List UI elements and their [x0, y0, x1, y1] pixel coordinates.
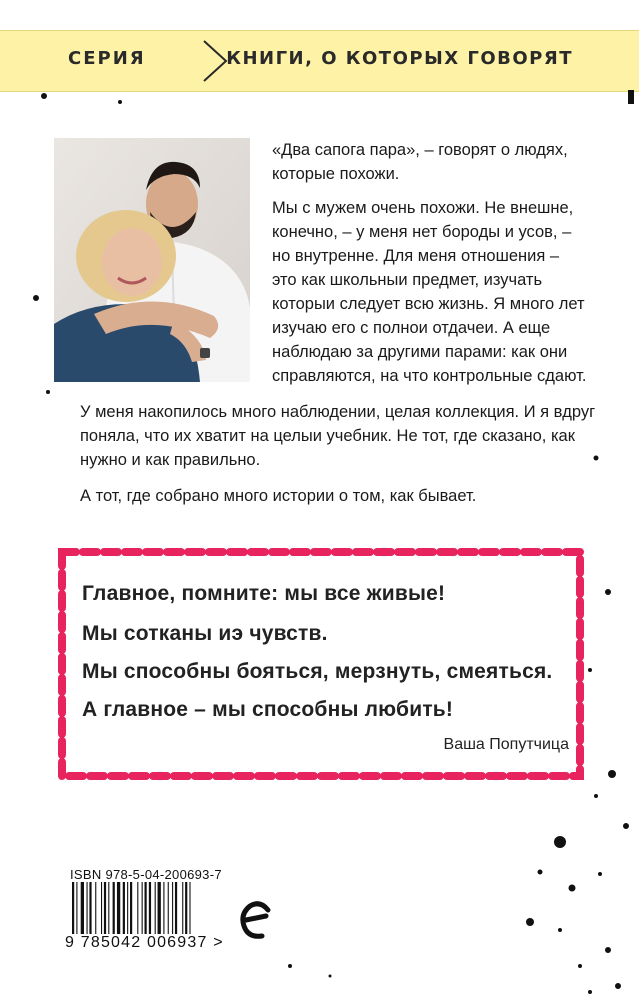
- text-line: справляются, на что контрольные сдают.: [272, 367, 587, 385]
- text-line: У меня накопилось много наблюдении, целая коллекция. И я вдруг: [80, 403, 596, 421]
- text-line: которыи следует всю жизнь. Я много лет: [272, 295, 585, 313]
- barcode-number: 9 785042 006937 >: [65, 934, 224, 951]
- text-line: поняла, что их хватит на целыи учебник. Не тот, где сказано, как: [80, 427, 575, 445]
- text-line: это как школьныи предмет, изучать: [272, 271, 543, 289]
- quote-line: Мы сотканы иэ чувств.: [82, 622, 328, 645]
- quote-line: Мы способны бояться, мерзнуть, смеяться.: [82, 660, 553, 683]
- text-line: нужно и как правильно.: [80, 451, 261, 469]
- text-line: которые похожи.: [272, 165, 400, 183]
- quote-line: Главное, помните: мы все живые!: [82, 582, 446, 605]
- text-line: А тот, где собрано много истории о том, как бывает.: [80, 487, 477, 505]
- text-line: конечно, – у меня нет бороды и усов, –: [272, 223, 572, 241]
- text-line: «Два сапога пара», – говорят о людях,: [272, 141, 568, 159]
- quote-line: А главное – мы способны любить!: [82, 698, 454, 721]
- quote-signature: Ваша Попутчица: [443, 736, 569, 753]
- isbn-label: ISBN 978-5-04-200693-7: [70, 867, 222, 882]
- series-title: КНИГИ, О КОТОРЫХ ГОВОРЯТ: [226, 48, 573, 69]
- text-line: изучаю его с полнои отдачеи. А еще: [272, 319, 551, 337]
- text-line: но внутренне. Для меня отношения –: [272, 247, 560, 265]
- text-line: Мы с мужем очень похожи. Не внешне,: [272, 199, 574, 217]
- text-line: наблюдаю за другими парами: как они: [272, 343, 568, 361]
- series-label: СЕРИЯ: [68, 48, 146, 69]
